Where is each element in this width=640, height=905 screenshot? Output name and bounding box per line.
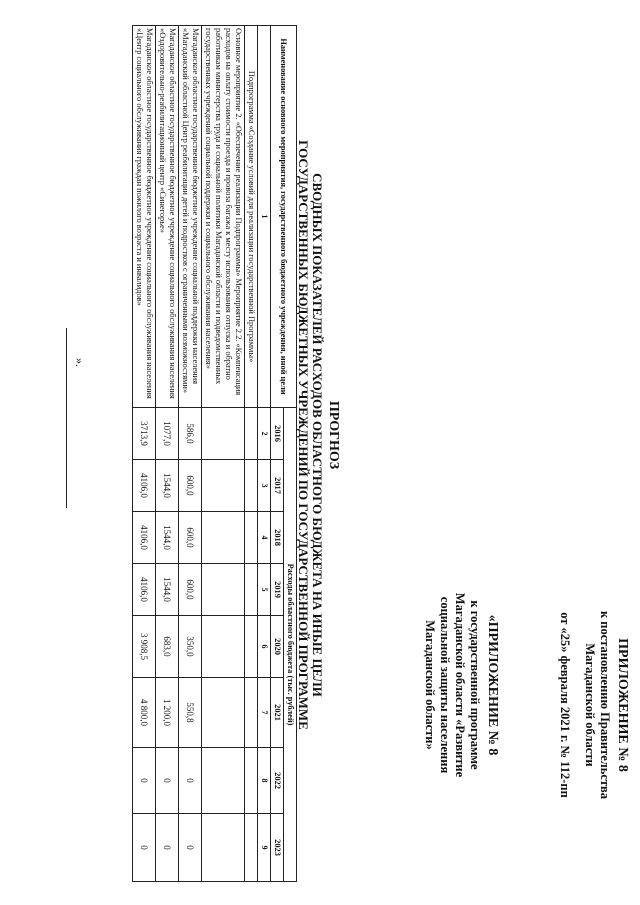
column-index: 8 [258, 748, 271, 814]
cell-value: 1544,0 [156, 564, 179, 616]
footnote-divider [66, 328, 67, 508]
cell-value [202, 408, 245, 460]
subprogram-row [245, 26, 258, 882]
cell-value: 4106,0 [133, 512, 156, 564]
program-annex-title: «ПРИЛОЖЕНИЕ № 8 [485, 614, 500, 756]
year-header: 2019 [271, 564, 284, 616]
year-header: 2017 [271, 460, 284, 512]
cell-value: 600,0 [179, 460, 202, 512]
cell-value [202, 512, 245, 564]
closing-quote-mark: ». [73, 358, 87, 367]
forecast-heading [296, 55, 340, 815]
cell-value [202, 748, 245, 814]
cell-value: 3713,9 [133, 408, 156, 460]
cell-value [202, 564, 245, 616]
cell-value: 4106,0 [133, 460, 156, 512]
program-annex-header [422, 505, 500, 865]
column-index: 2 [258, 408, 271, 460]
column-index: 9 [258, 814, 271, 882]
cell-value: 586,0 [179, 408, 202, 460]
cell-value: 4106,0 [133, 564, 156, 616]
cell-value: 1 200,0 [156, 678, 179, 748]
column-index-row [258, 26, 271, 882]
col-name-header: Наименование основного мероприятия, государственного бюджетного учреждения, иной цели [271, 26, 297, 408]
cell-value: 0 [133, 748, 156, 814]
cell-value [202, 460, 245, 512]
cell-value: 0 [133, 814, 156, 882]
cell-value: 550,8 [179, 678, 202, 748]
program-annex-line: к государственной программе [468, 600, 482, 770]
column-index: 4 [258, 512, 271, 564]
column-index: 5 [258, 564, 271, 616]
column-index: 1 [258, 26, 271, 408]
year-header: 2018 [271, 512, 284, 564]
cell-value: 683,0 [156, 616, 179, 678]
cell-value: 1077,0 [156, 408, 179, 460]
table-row [156, 26, 179, 882]
forecast-subtitle: ГОСУДАРСТВЕННЫХ БЮДЖЕТНЫХ УЧРЕЖДЕНИЙ ПО ГОСУДАРСТВЕННОЙ ПРОГРАММЕ [296, 140, 311, 730]
forecast-subtitle: СВОДНЫХ ПОКАЗАТЕЛЕЙ РАСХОДОВ ОБЛАСТНОГО БЮДЖЕТА НА ИНЫЕ ЦЕЛИ [310, 173, 325, 697]
cell-value [202, 616, 245, 678]
cell-value: 0 [156, 748, 179, 814]
column-index: 6 [258, 616, 271, 678]
cell-value: 1544,0 [156, 512, 179, 564]
cell-value [202, 678, 245, 748]
budget-header: Расходы областного бюджета (тыс. рублей) [284, 408, 297, 882]
year-header: 2021 [271, 678, 284, 748]
cell-value [202, 814, 245, 882]
column-index: 7 [258, 678, 271, 748]
program-annex-line: социальной защиты населения [438, 596, 452, 774]
cell-value: 600,0 [179, 512, 202, 564]
column-index: 3 [258, 460, 271, 512]
row-name: Магаданское областное государственное бюджетное учреждение социального обслуживания населения «Оздоровительно-реабилитационный центр «Синегорье» [156, 26, 179, 408]
row-name: Магаданское областное государственное бюджетное учреждение социальной поддержки населения «Магаданский областной Центр реабилитации детей и подростков с ограниченными возможностями» [179, 26, 202, 408]
budget-table [132, 25, 297, 882]
table-row [202, 26, 245, 882]
order-annex-line: к постановлению Правительства [598, 610, 612, 800]
cell-value: 3 908,5 [133, 616, 156, 678]
table-row [133, 26, 156, 882]
cell-value: 0 [179, 814, 202, 882]
program-annex-line: Магаданской области» [423, 620, 437, 750]
year-header: 2023 [271, 814, 284, 882]
table-row [179, 26, 202, 882]
subprogram-title: Подпрограмма «Создание условий для реализации государственной Программы» [245, 26, 258, 408]
order-annex-line: Магаданской области [583, 643, 597, 767]
cell-value: 0 [179, 748, 202, 814]
row-name: Магаданское областное государственное бюджетное учреждение социального обслуживания населения «Центр социального обслуживания граждан пожилого возраста и инвалидов» [133, 26, 156, 408]
row-name: Основное мероприятие 2. «Обеспечение реализации Подпрограммы» Мероприятие 2.2. «Компенсация расходов на оплату стоимости проезда и провоза багажа к месту использования отпуска и обратно работникам министерства труда и социальной политики Магаданской области и подведомственных государственных учреждений социальной поддержки и социального обслуживания населения» [202, 26, 245, 408]
cell-value: 0 [156, 814, 179, 882]
cell-value: 600,0 [179, 564, 202, 616]
year-header: 2022 [271, 748, 284, 814]
program-annex-line: Магаданской области «Развитие [453, 592, 467, 778]
order-annex-title: ПРИЛОЖЕНИЕ № 8 [615, 638, 630, 772]
year-header: 2020 [271, 616, 284, 678]
order-annex-date: от «25» февраля 2021 г. № 112-пп [558, 612, 572, 798]
forecast-title: ПРОГНОЗ [326, 400, 341, 470]
order-annex-header [557, 545, 630, 865]
cell-value: 1544,0 [156, 460, 179, 512]
cell-value: 4 800,0 [133, 678, 156, 748]
cell-value: 350,0 [179, 616, 202, 678]
year-header: 2016 [271, 408, 284, 460]
